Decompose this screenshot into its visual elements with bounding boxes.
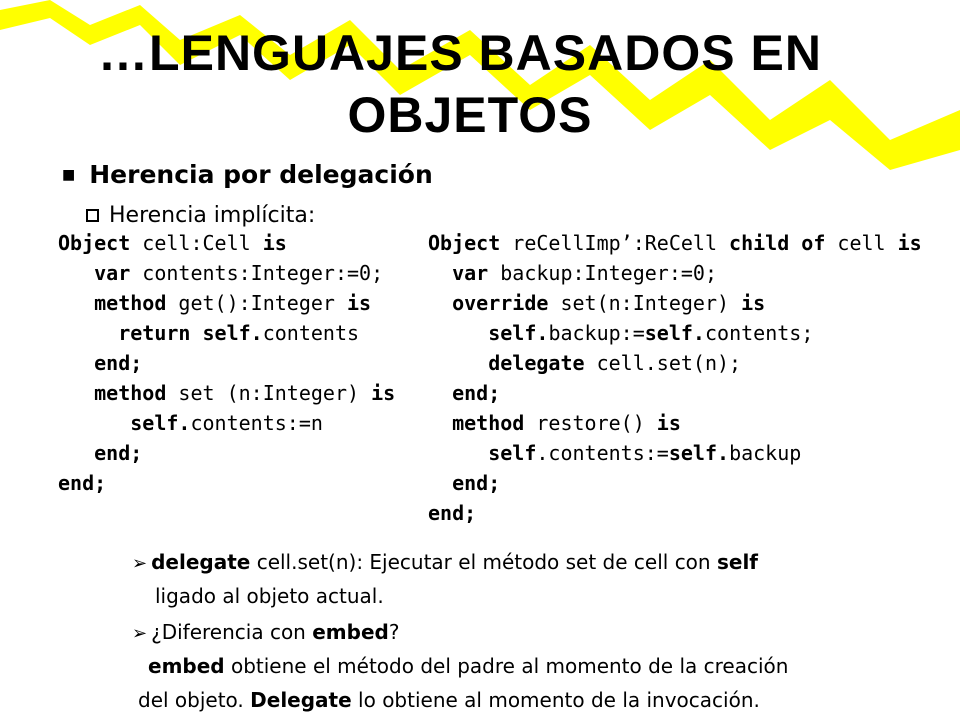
recell-code-line [428,288,922,318]
code-text [428,261,452,285]
code-keyword: self. [488,321,549,345]
note-delegate-line2: ligado al objeto actual. [155,584,384,608]
note-text: del objeto. [138,688,251,712]
note-text: lo obtiene al momento de la invocación. [351,688,760,712]
code-text [58,321,118,345]
cell-code-line [58,258,395,288]
slide-title-line2: OBJETOS [347,87,593,143]
code-text: backup [729,441,802,465]
code-text [58,261,94,285]
code-keyword: end; [94,441,143,465]
code-keyword: end; [452,471,501,495]
arrow-bullet-icon: ➢ [132,623,148,644]
code-keyword: end; [94,351,143,375]
square-bullet-icon: ■ [62,167,76,183]
note-embed-line3 [138,688,760,712]
code-keyword: is [897,231,922,255]
cell-code-line [58,318,395,348]
code-keyword: is [347,291,372,315]
slide-title-line1: …LENGUAJES BASADOS EN [98,25,822,81]
code-keyword: end; [428,501,477,525]
code-text: backup:= [548,321,645,345]
code-text: contents:Integer:=0; [130,261,384,285]
note-text: ¿Diferencia con [151,620,313,644]
code-text: contents [262,321,360,345]
code-keyword: self [488,441,537,465]
code-text [428,471,452,495]
code-text: contents; [704,321,814,345]
cell-code-line [58,228,395,258]
keyword-embed: embed [148,654,225,678]
cell-code-line [58,468,395,498]
note-embed-question [132,620,399,644]
code-block-recellimp [428,228,922,528]
code-keyword: is [656,411,681,435]
note-delegate [132,550,758,574]
recell-code-line [428,348,922,378]
keyword-delegate: delegate [151,550,251,574]
code-text [428,291,452,315]
bullet-text: Herencia por delegación [89,160,433,189]
code-text [428,441,488,465]
note-embed-line2 [148,654,788,678]
bullet-herencia-delegacion [62,160,433,189]
cell-code-line [58,348,395,378]
code-keyword: is [262,231,287,255]
code-text [58,411,130,435]
code-text [428,381,452,405]
recell-code-line [428,378,922,408]
cell-code-line [58,378,395,408]
keyword-self: self [716,550,758,574]
code-text: restore() [524,411,657,435]
code-keyword: child of [729,231,826,255]
recell-code-line [428,408,922,438]
recell-code-line [428,258,922,288]
code-text: cell.set(n); [584,351,742,375]
code-block-cell [58,228,395,498]
code-keyword: return self. [118,321,263,345]
note-text: cell.set(n): Ejecutar el método set de cell con [250,550,717,574]
code-keyword: self. [644,321,705,345]
code-keyword: Object [58,231,131,255]
code-keyword: self. [130,411,191,435]
code-keyword: Object [428,231,501,255]
code-text [428,411,452,435]
code-keyword: method [94,381,167,405]
code-text: cell:Cell [130,231,263,255]
code-keyword: end; [58,471,107,495]
code-text: get():Integer [166,291,347,315]
recell-code-line [428,228,922,258]
code-text: backup:Integer:=0; [488,261,717,285]
bullet-herencia-implicita [86,203,315,228]
code-text: contents:=n [190,411,323,435]
code-text [58,441,94,465]
cell-code-line [58,438,395,468]
code-keyword: is [741,291,766,315]
recell-code-line [428,318,922,348]
recell-code-line [428,498,922,528]
code-keyword: delegate [488,351,585,375]
keyword-delegate: Delegate [250,688,352,712]
code-text [428,321,488,345]
code-text [428,351,488,375]
code-text [58,351,94,375]
cell-code-line [58,288,395,318]
cell-code-line [58,408,395,438]
code-keyword: self. [668,441,730,465]
code-text [58,291,94,315]
bullet-text: Herencia implícita: [109,203,316,228]
code-text: set(n:Integer) [548,291,742,315]
code-text [58,381,94,405]
code-keyword: var [452,261,489,285]
code-text: .contents:= [536,441,669,465]
recell-code-line [428,468,922,498]
code-text: cell [825,231,898,255]
code-keyword: override [452,291,549,315]
code-keyword: method [452,411,525,435]
code-keyword: method [94,291,167,315]
code-keyword: is [371,381,396,405]
recell-code-line [428,438,922,468]
arrow-bullet-icon: ➢ [132,553,148,574]
code-text: set (n:Integer) [166,381,372,405]
code-text: reCellImp’:ReCell [500,231,730,255]
note-text: ? [388,620,400,644]
code-keyword: end; [452,381,501,405]
keyword-embed: embed [312,620,389,644]
hollow-square-bullet-icon [86,209,99,222]
code-keyword: var [94,261,131,285]
note-text: obtiene el método del padre al momento de la creación [224,654,789,678]
